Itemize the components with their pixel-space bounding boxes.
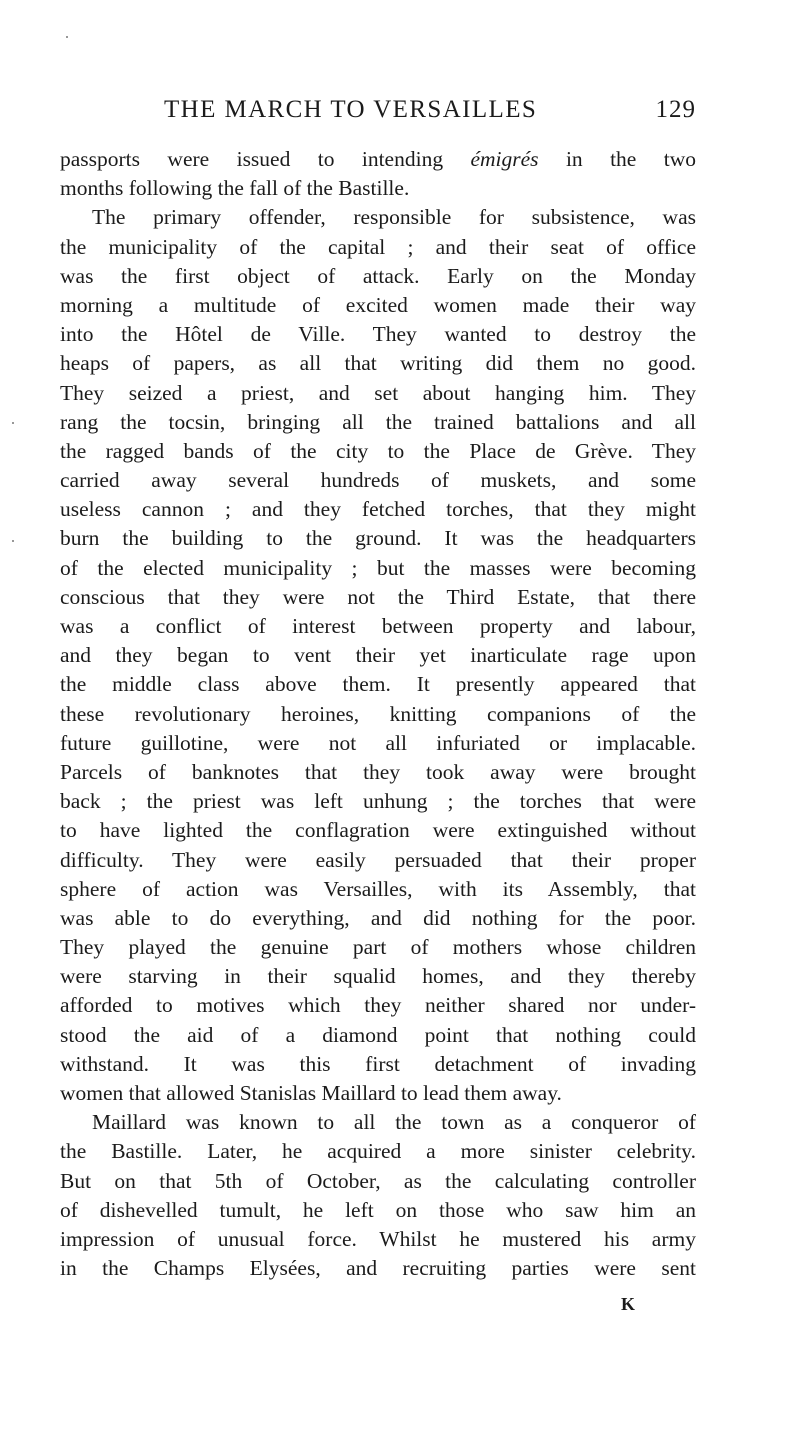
text-line: Parcels of banknotes that they took away were brought [60,759,696,784]
text-line: withstand. It was this first detachment of invading [60,1051,696,1076]
text-line: of dishevelled tumult, he left on those who saw him an [60,1197,696,1222]
text-line: the Bastille. Later, he acquired a more sinister celebrity. [60,1139,696,1164]
text-line: was able to do everything, and did nothing for the poor. [60,905,696,930]
scan-speck [12,540,14,542]
text-line: sphere of action was Versailles, with its Assembly, that [60,876,696,901]
text-line: in the Champs Elysées, and recruiting parties were sent [60,1256,696,1281]
text-line: useless cannon ; and they fetched torches, that they might [60,497,696,522]
signature-mark: K [621,1294,636,1314]
text-line: heaps of papers, as all that writing did them no good. [60,351,696,376]
text-line: burn the building to the ground. It was the headquarters [60,526,696,551]
text-line: conscious that they were not the Third Estate, that there [60,584,696,609]
text-line: But on that 5th of October, as the calculating controller [60,1168,696,1193]
scan-speck [12,422,14,424]
text-line: They played the genuine part of mothers whose children [60,935,696,960]
text-line: stood the aid of a diamond point that nothing could [60,1022,696,1047]
text-line: to have lighted the conflagration were extinguished without [60,818,696,843]
body-text [60,145,696,1283]
text-line: The primary offender, responsible for subsistence, was [92,205,696,230]
text-line: the middle class above them. It presently appeared that [60,672,696,697]
text-line: women that allowed Stanislas Maillard to lead them away. [60,1081,562,1105]
text-line: They seized a priest, and set about hanging him. They [60,380,696,405]
italic-word: émigrés [470,147,539,171]
running-header [60,92,696,128]
text-line: was the first object of attack. Early on the Monday [60,263,696,288]
text-line: carried away several hundreds of muskets, and some [60,468,696,493]
text-line: passports were issued to intending émigrés in the two [60,147,696,171]
text-line: difficulty. They were easily persuaded that their proper [60,847,696,872]
scan-speck [66,36,68,38]
text-line: months following the fall of the Bastille. [60,176,410,201]
text-line: rang the tocsin, bringing all the trained battalions and all [60,409,696,434]
text-line: into the Hôtel de Ville. They wanted to destroy the [60,322,696,347]
text-line: the municipality of the capital ; and their seat of office [60,234,696,259]
running-title: THE MARCH TO VERSAILLES [164,96,538,123]
text-line: were starving in their squalid homes, and they thereby [60,964,696,989]
text-line: the ragged bands of the city to the Place de Grève. They [60,438,696,463]
text-line: afforded to motives which they neither shared nor under- [60,993,696,1018]
text-line: impression of unusual force. Whilst he mustered his army [60,1226,696,1251]
text-line: and they began to vent their yet inarticulate rage upon [60,643,696,668]
text-line: these revolutionary heroines, knitting companions of the [60,701,696,726]
page-number: 129 [655,96,696,123]
text-line: back ; the priest was left unhung ; the torches that were [60,789,696,814]
text-line: was a conflict of interest between property and labour, [60,614,696,638]
text-line: Maillard was known to all the town as a conqueror of [92,1110,696,1135]
text-line: of the elected municipality ; but the masses were becoming [60,555,696,580]
text-line: morning a multitude of excited women made their way [60,292,696,317]
text-line: future guillotine, were not all infuriated or implacable. [60,730,696,755]
